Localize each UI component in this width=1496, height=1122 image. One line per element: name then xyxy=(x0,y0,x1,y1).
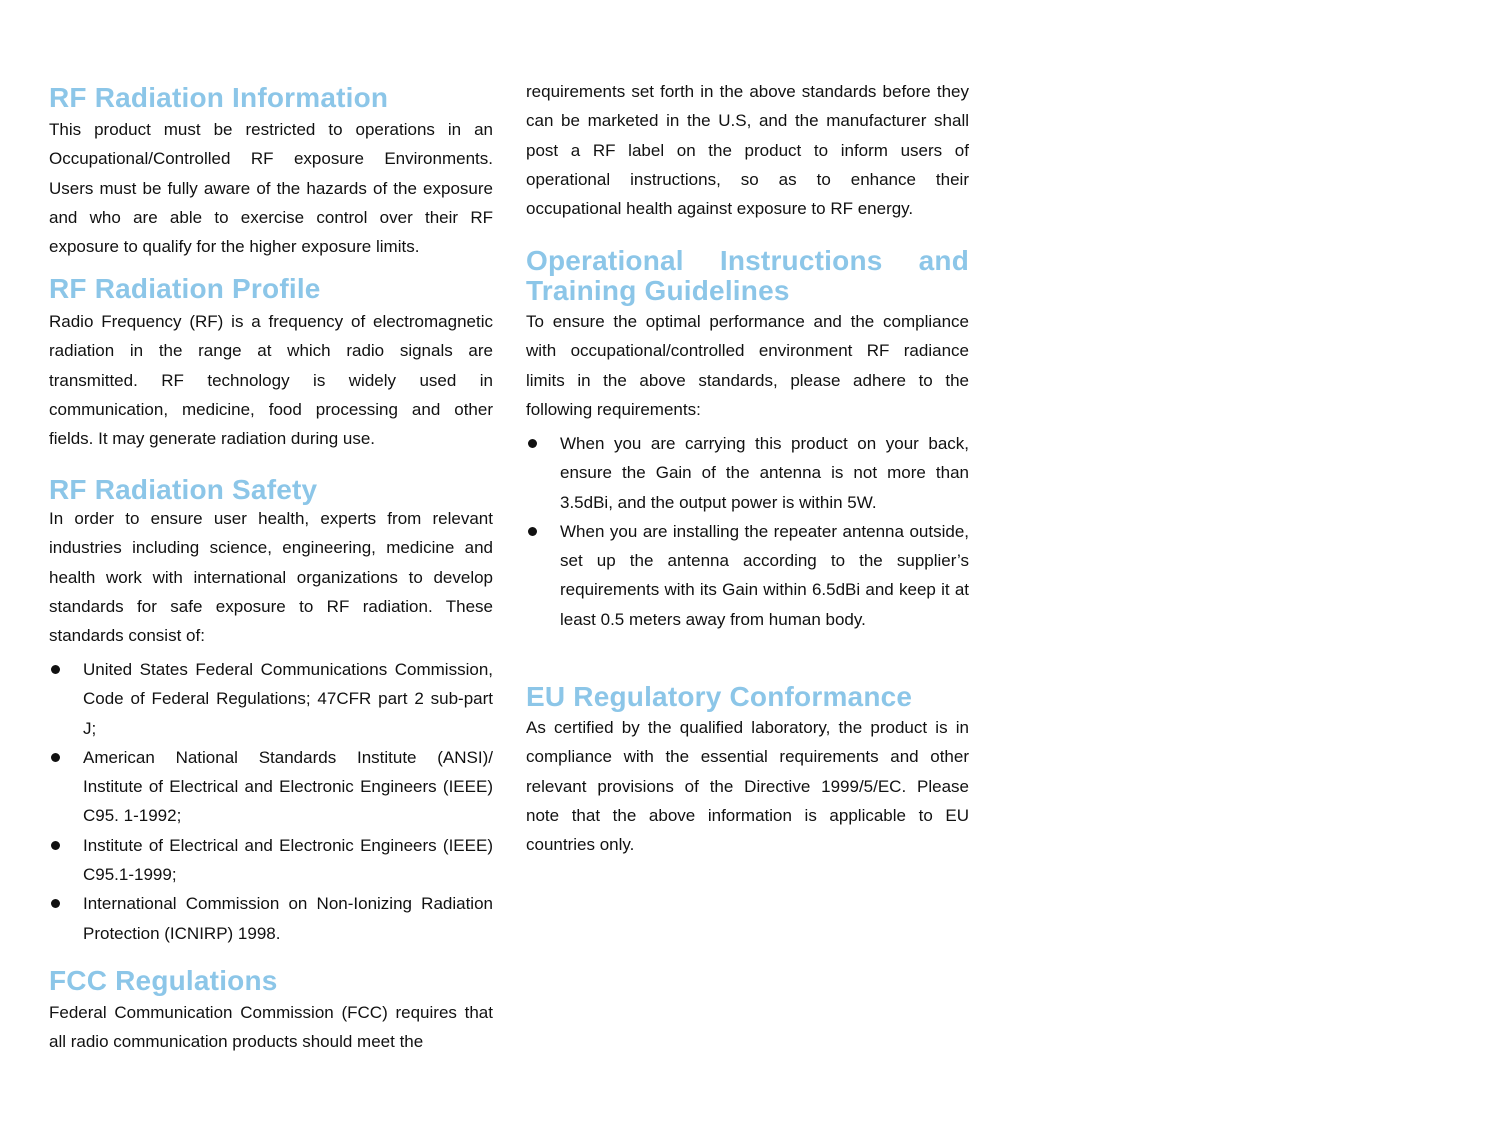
rf-profile-heading: RF Radiation Profile xyxy=(49,273,321,304)
bullet-icon xyxy=(51,899,60,908)
bullet-icon xyxy=(528,439,537,448)
eu-heading: EU Regulatory Conformance xyxy=(526,681,913,712)
operational-body: To ensure the optimal performance and the compliance with occupational/controlled environment RF radiance limits in the above standards, please adhere to the following requirements: xyxy=(526,312,969,419)
rf-profile-body: Radio Frequency (RF) is a frequency of electromagnetic radiation in the range at which radio signals are transmitted. RF technology is widely used in communication, medicine, food processing and other fields. It may generate radiation during use. xyxy=(49,312,493,449)
operational-heading-line1: Operational Instructions and xyxy=(526,245,969,276)
standards-list xyxy=(49,655,493,948)
rf-safety-heading: RF Radiation Safety xyxy=(49,474,318,505)
rf-safety-body: In order to ensure user health, experts from relevant industries including science, engineering, medicine and health work with international organizations to develop standards for safe exposure to RF radiation. These standards consist of: xyxy=(49,509,493,646)
operational-heading-line2: Training Guidelines xyxy=(526,275,790,306)
rf-info-body: This product must be restricted to operations in an Occupational/Controlled RF exposure Environments. Users must be fully aware of the hazards of the exposure and who are able to exercise control over their RF exposure to qualify for the higher exposure limits. xyxy=(49,120,493,257)
list-item: Institute of Electrical and Electronic Engineers (IEEE) C95.1-1999; xyxy=(49,831,493,890)
bullet-icon xyxy=(528,527,537,536)
bullet-icon xyxy=(51,753,60,762)
requirements-list xyxy=(526,429,969,634)
eu-body: As certified by the qualified laboratory, the product is in compliance with the essential requirements and other relevant provisions of the Directive 1999/5/EC. Please note that the above information is applicable to EU countries only. xyxy=(526,718,969,855)
list-item: When you are carrying this product on your back, ensure the Gain of the antenna is not more than 3.5dBi, and the output power is within 5W. xyxy=(526,429,969,517)
list-item: International Commission on Non-Ionizing Radiation Protection (ICNIRP) 1998. xyxy=(49,889,493,948)
bullet-icon xyxy=(51,841,60,850)
bullet-icon xyxy=(51,665,60,674)
list-item: American National Standards Institute (ANSI)/ Institute of Electrical and Electronic Engineers (IEEE) C95. 1-1992; xyxy=(49,743,493,831)
list-item: When you are installing the repeater antenna outside, set up the antenna according to the supplier’s requirements with its Gain within 6.5dBi and keep it at least 0.5 meters away from human body. xyxy=(526,517,969,634)
fcc-heading: FCC Regulations xyxy=(49,965,278,996)
fcc-continued-body: requirements set forth in the above standards before they can be marketed in the U.S, and the manufacturer shall post a RF label on the product to inform users of operational instructions, so as to enhance their occupational health against exposure to RF energy. xyxy=(526,82,969,219)
rf-info-heading: RF Radiation Information xyxy=(49,82,389,113)
fcc-body: Federal Communication Commission (FCC) requires that all radio communication products should meet the xyxy=(49,1003,493,1052)
operational-heading xyxy=(526,246,969,306)
list-item: United States Federal Communications Commission, Code of Federal Regulations; 47CFR part 2 sub-part J; xyxy=(49,655,493,743)
